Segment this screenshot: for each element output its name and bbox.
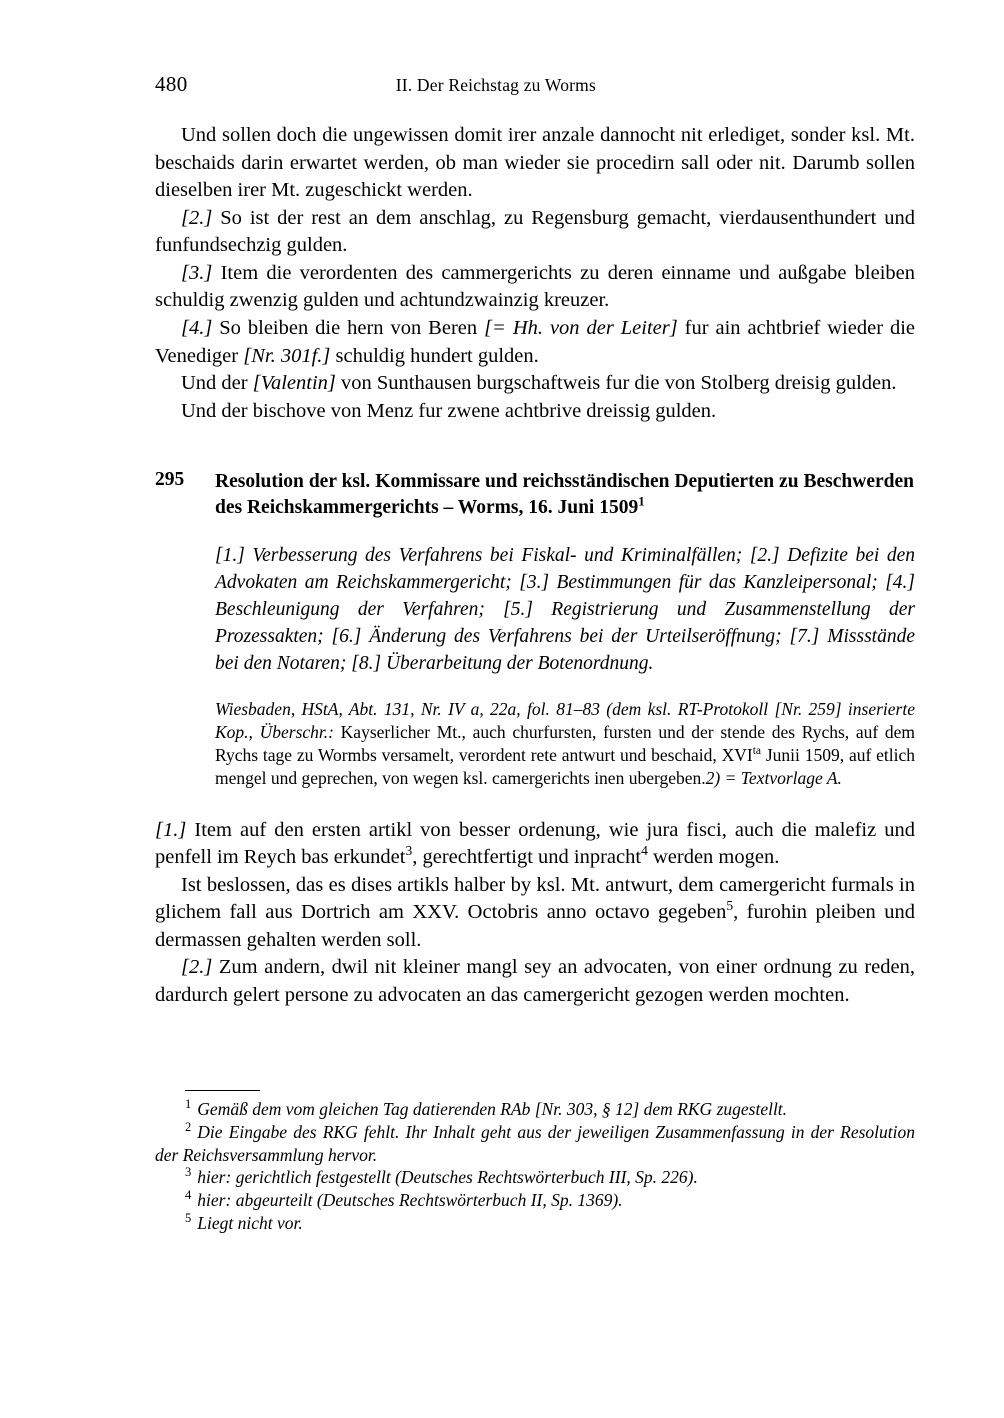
source-footnote-marker: 2): [705, 768, 721, 789]
paragraph-text: Item die verordenten des cammergerichts zu deren einname und außgabe bleiben schuldig zwenzig gulden und achtundzwainzig kreuzer.: [155, 261, 915, 312]
document-regest: [1.] Verbesserung des Verfahrens bei Fiskal- und Kriminalfällen; [2.] Defizite bei den Advokaten am Reichskammergericht; [3.] Bestimmungen für das Kanzleipersonal; [4.] Beschleunigung der Verfahren; [5.] Registrierung und Zusammenstellung der Prozessakten; [6.] Änderung des Verfahrens bei der Urteilseröffnung; [7.] Missstände bei den Notaren; [8.] Überarbeitung der Botenordnung.: [215, 545, 915, 674]
top-text-block: [155, 122, 915, 425]
page-number: 480: [155, 72, 188, 96]
paragraph: [1.] Item auf den ersten artikl von besser ordenung, wie jura fisci, auch die malefiz und penfell im Reych bas erkundet$^3$, gerechtfertigt und inpracht$^4$ werden mogen.: [155, 818, 915, 869]
source-superscript: ta: [752, 745, 762, 758]
footnote: [155, 1098, 915, 1121]
paragraph: Und der [Valentin] von Sunthausen burgschaftweis fur die von Stolberg dreisig gulden.: [181, 372, 897, 395]
paragraph: Und der bischove von Menz fur zwene achtbrive dreissig gulden.: [181, 399, 717, 422]
footnote-marker: 4: [185, 1188, 192, 1203]
footnote: [155, 1121, 915, 1167]
footnote-text: Gemäß dem vom gleichen Tag datierenden RAb [Nr. 303, § 12] dem RKG zugestellt.: [197, 1099, 788, 1119]
footnote-text: hier: abgeurteilt (Deutsches Rechtswörterbuch II, Sp. 1369).: [197, 1190, 623, 1210]
heading-footnote-marker: 1: [638, 494, 645, 509]
footnote-text: hier: gerichtlich festgestellt (Deutsches Rechtswörterbuch III, Sp. 226).: [197, 1167, 698, 1188]
paragraph-text: So ist der rest an dem anschlag, zu Regensburg gemacht, vierdausenthundert und funfundsechzig gulden.: [155, 206, 915, 257]
paragraph: [4.] So bleiben die hern von Beren [= Hh. von der Leiter] fur ain achtbrief wieder die Venediger [Nr. 301f.] schuldig hundert gulden.: [155, 316, 915, 367]
footnote-marker: 1: [185, 1097, 192, 1112]
running-head: [155, 72, 914, 106]
footnote-marker: 5: [726, 898, 734, 914]
footnote-marker: 3: [185, 1165, 192, 1180]
footnote-marker: 3: [405, 843, 413, 859]
paragraph: Ist beslossen, das es dises artikls halber by ksl. Mt. antwurt, dem camergericht furmals in glichem fall aus Dortrich am XXV. Octobris anno octavo gegeben$^5$, furohin pleiben und dermassen gehalten werden soll.: [155, 873, 915, 951]
footnote-text: Die Eingabe des RKG fehlt. Ihr Inhalt geht aus der jeweiligen Zusammenfassung in der Resolution der Reichsversammlung hervor.: [155, 1121, 915, 1165]
document-title-text: Resolution der ksl. Kommissare und reichsständischen Deputierten zu Beschwerden des Reichskammergerichts – Worms, 16. Juni 1509: [215, 471, 914, 519]
source-incipit-cont: Junii 1509, auf etlich mengel und geprechen, von wegen ksl. camergerichts inen ubergeben.: [215, 745, 915, 789]
paragraph: Und sollen doch die ungewissen domit irer anzale dannocht nit erlediget, sonder ksl. Mt. beschaids darin erwartet werden, ob man wieder sie procedirn sall oder nit. Darumb sollen dieselben irer Mt. zugeschickt werden.: [155, 124, 915, 202]
main-text-block: [155, 817, 915, 1010]
paragraph: [2.] So ist der rest an dem anschlag, zu Regensburg gemacht, vierdausenthundert und funfundsechzig gulden.: [155, 206, 915, 257]
running-title: II. Der Reichstag zu Worms: [395, 75, 596, 95]
document-title: [215, 469, 914, 521]
document-number: 295: [155, 469, 185, 491]
source-incipit: Kayserlicher Mt., auch churfursten, fursten und der stende des Rychs, auf dem Rychs tage zu Wormbs versamelt, verordent rete antwurt und beschaid, XVI: [215, 721, 915, 766]
footnote-marker: 5: [185, 1210, 192, 1225]
footnote: [155, 1212, 915, 1235]
footnote-marker: 2: [185, 1119, 192, 1134]
source-textvorlage: = Textvorlage A.: [720, 768, 842, 789]
source-archive: Wiesbaden, HStA, Abt. 131, Nr. IV a, 22a, fol. 81–83 (dem ksl. RT-Protokoll [Nr. 259] inserierte Kop., Überschr.:: [215, 698, 915, 742]
footnote-marker: 4: [641, 843, 648, 859]
footnote-text: Liegt nicht vor.: [197, 1212, 303, 1233]
footnote-rule: [185, 1090, 260, 1091]
document-heading: [155, 469, 914, 521]
footnote: [155, 1166, 915, 1189]
paragraph: [2.] Zum andern, dwil nit kleiner mangl sey an advocaten, von einer ordnung zu reden, dardurch gelert persone zu advocaten an das camergericht gezogen werden mochten.: [155, 956, 915, 1006]
paragraph: [3.] Item die verordenten des cammergerichts zu deren einname und außgabe bleiben schuldig zwenzig gulden und achtundzwainzig kreuzer.: [155, 261, 915, 312]
footnote-area: [155, 1090, 915, 1235]
source-note: [215, 698, 915, 791]
footnote: [155, 1189, 915, 1212]
